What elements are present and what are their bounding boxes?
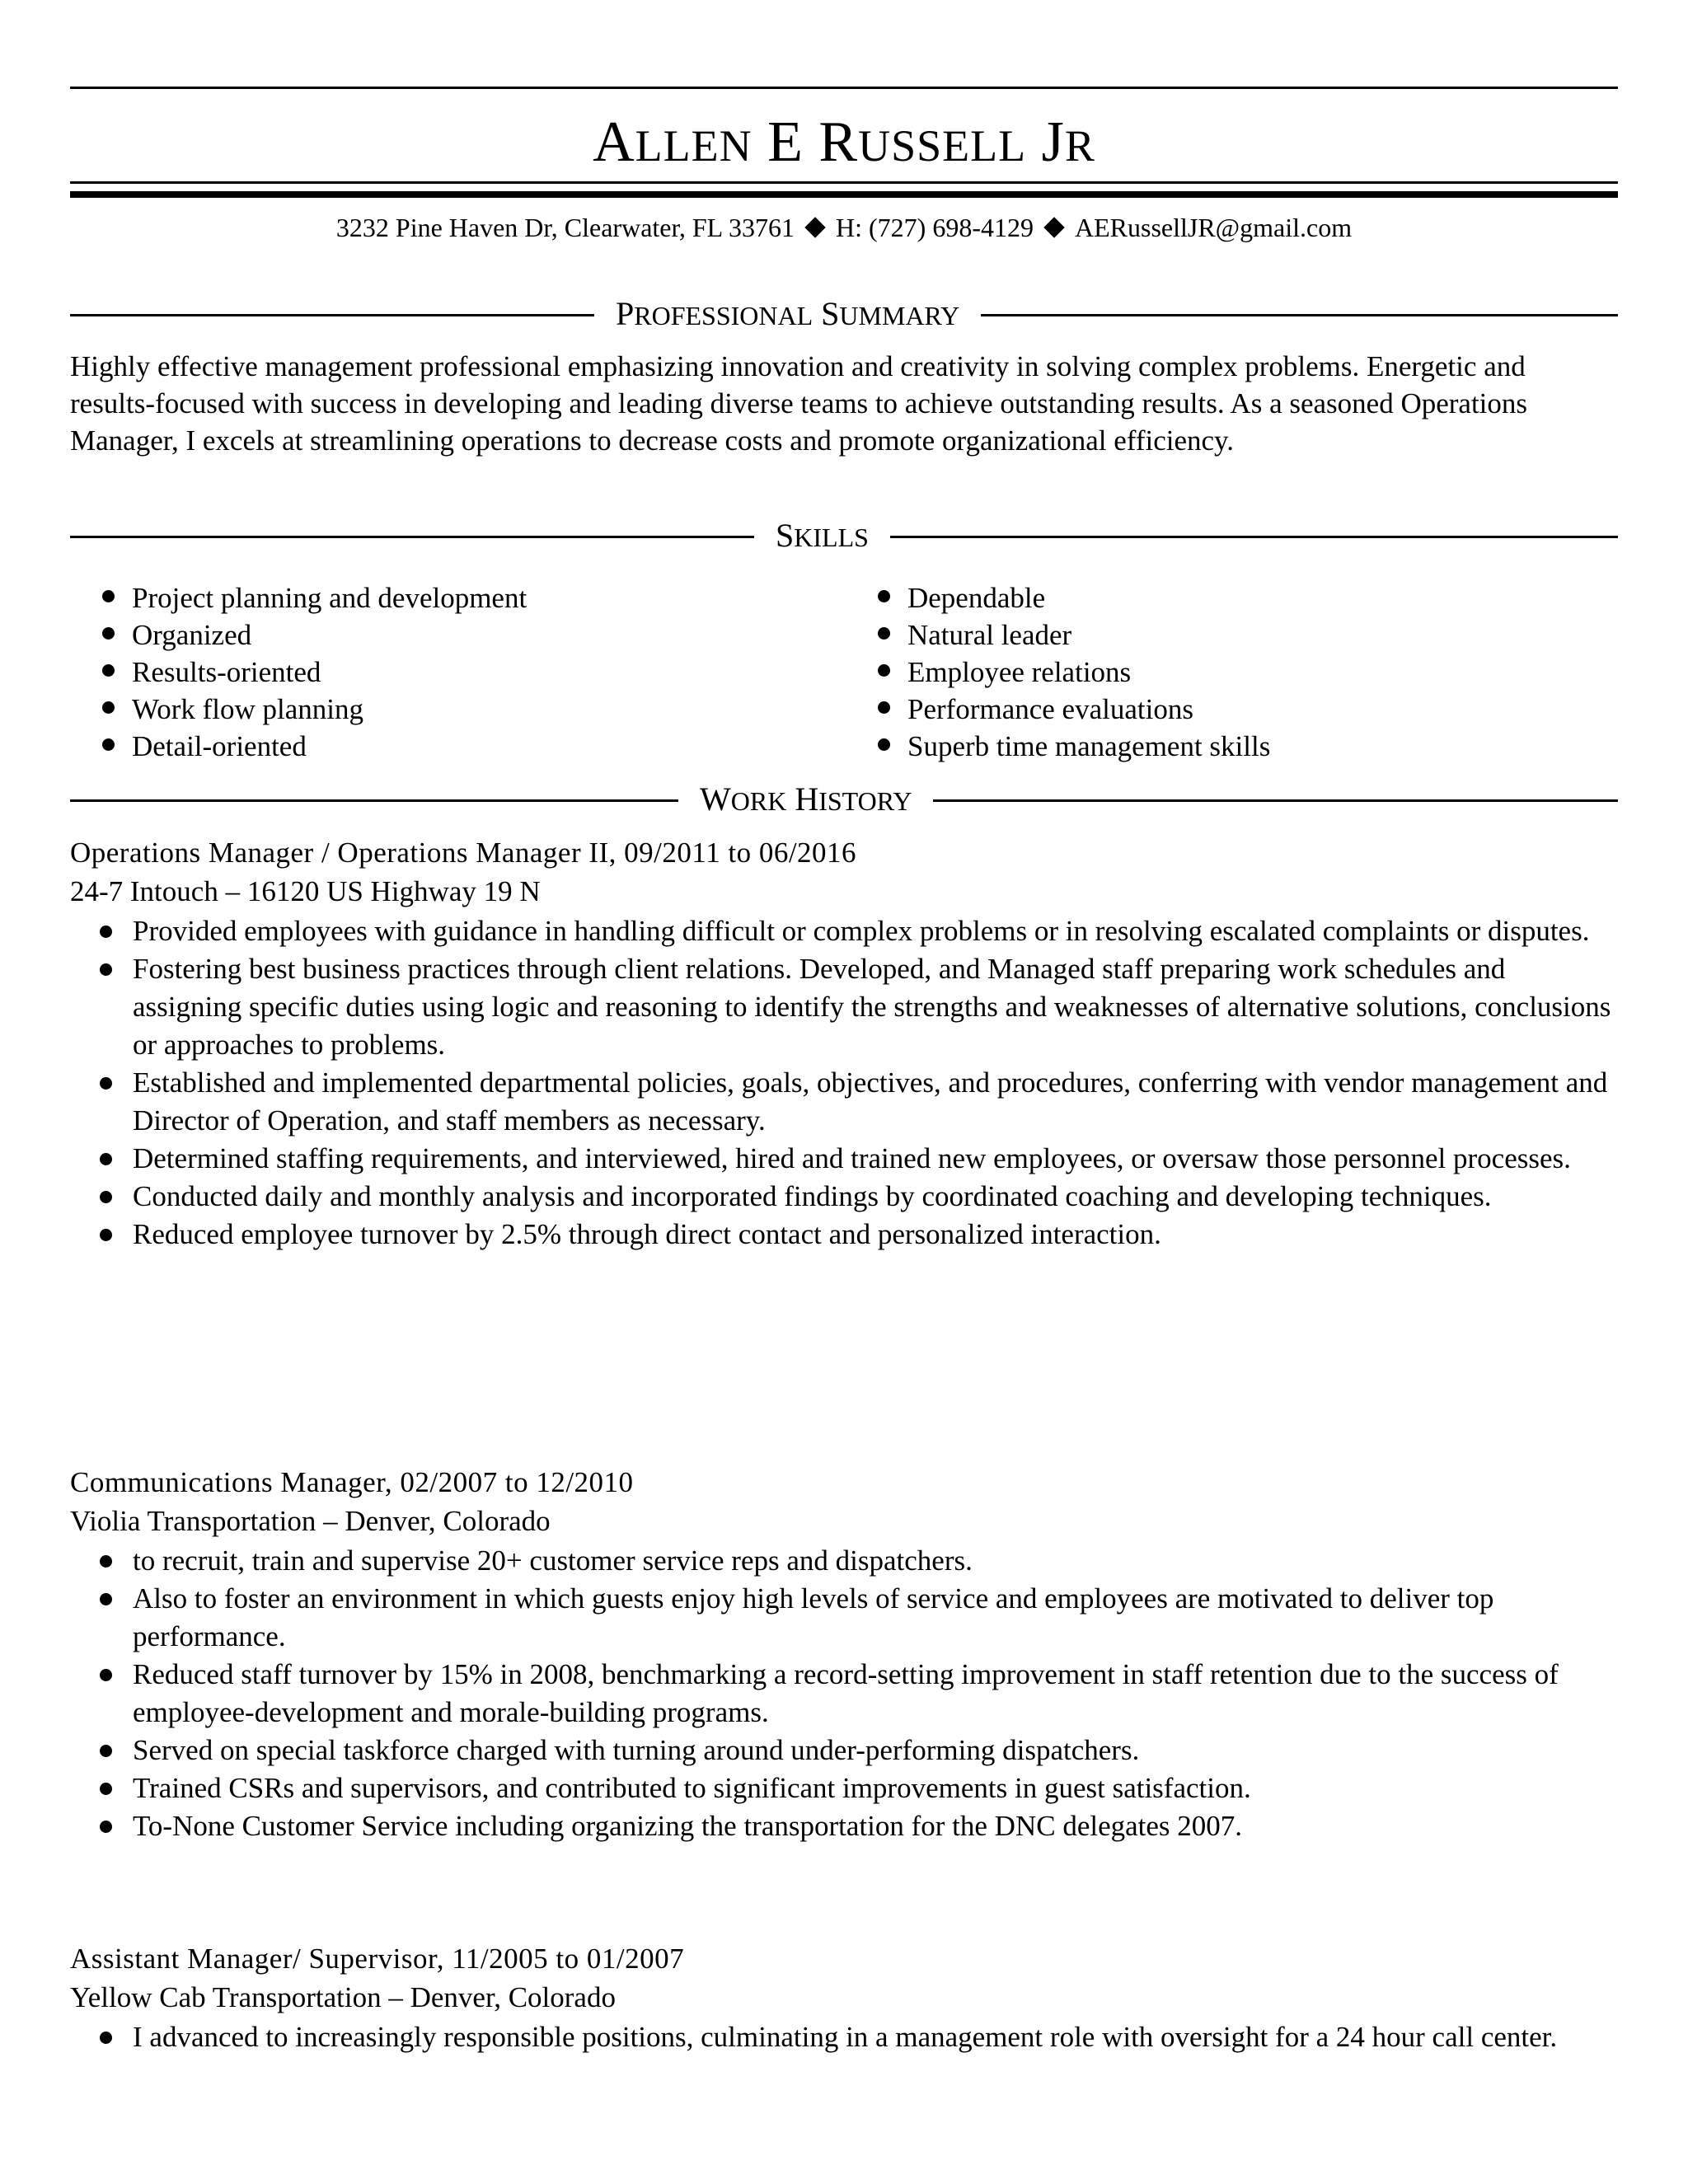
skill-item: Results-oriented: [97, 654, 527, 691]
heading-rule-right: [890, 536, 1618, 538]
address: 3232 Pine Haven Dr, Clearwater, FL 33761: [335, 213, 795, 242]
phone: H: (727) 698-4129: [836, 213, 1034, 242]
skill-item: Natural leader: [873, 616, 1270, 654]
skill-item: Work flow planning: [97, 691, 527, 728]
job-bullet: Reduced employee turnover by 2.5% through direct contact and personalized interaction.: [70, 1216, 1611, 1254]
job-bullet: I advanced to increasingly responsible positions, culminating in a management role with oversight for a 24 hour call center.: [70, 2018, 1611, 2056]
skill-item: Organized: [97, 616, 527, 654]
skills-list-left: [97, 579, 527, 765]
header-rule-thick: [70, 191, 1618, 198]
summary-text: Highly effective management professional emphasizing innovation and creativity in solving complex problems. Energetic and results-focused with success in developing and leading diverse teams to achieve outstanding results. As a seasoned Operations Manager, I excels at streamlining operations to decrease costs and promote organizational efficiency.: [70, 350, 1528, 457]
job-bullet: Fostering best business practices through client relations. Developed, and Managed staff preparing work schedules and assigning specific duties using logic and reasoning to identify the strengths and weaknesses of alternative solutions, conclusions or approaches to problems.: [70, 950, 1611, 1064]
work-history-heading-text: WORK HISTORY: [700, 780, 912, 818]
skill-item: Detail-oriented: [97, 728, 527, 765]
job-entry: [70, 1939, 1611, 2056]
job-bullet: To-None Customer Service including organizing the transportation for the DNC delegates 2007.: [70, 1807, 1611, 1845]
skill-item: Employee relations: [873, 654, 1270, 691]
skill-item: Project planning and development: [97, 579, 527, 616]
job-bullets: [70, 2018, 1611, 2056]
job-bullet: Established and implemented departmental policies, goals, objectives, and procedures, conferring with vendor management and Director of Operation, and staff members as necessary.: [70, 1064, 1611, 1140]
email: AERussellJR@gmail.com: [1074, 213, 1353, 242]
skill-item: Performance evaluations: [873, 691, 1270, 728]
job-company: Violia Transportation – Denver, Colorado: [70, 1505, 551, 1537]
job-company: Yellow Cab Transportation – Denver, Colorado: [70, 1981, 616, 2013]
diamond-separator-icon: [1043, 217, 1064, 237]
job-title: Communications Manager, 02/2007 to 12/2010: [70, 1466, 634, 1498]
skills-heading-text: SKILLS: [776, 517, 869, 554]
job-title: Assistant Manager/ Supervisor, 11/2005 to 01/2007: [70, 1943, 685, 1975]
heading-rule-left: [70, 314, 594, 316]
job-bullet: Determined staffing requirements, and interviewed, hired and trained new employees, or oversaw those personnel processes.: [70, 1140, 1611, 1178]
summary-heading-text: PROFESSIONAL SUMMARY: [616, 295, 960, 332]
candidate-name: ALLEN E RUSSELL JR: [593, 110, 1095, 174]
job-bullet: Conducted daily and monthly analysis and incorporated findings by coordinated coaching and developing techniques.: [70, 1178, 1611, 1216]
job-bullets: [70, 912, 1611, 1254]
job-title: Operations Manager / Operations Manager II, 09/2011 to 06/2016: [70, 837, 857, 869]
heading-rule-right: [933, 799, 1618, 802]
skills-list-right: [873, 579, 1270, 765]
contact-line: [0, 209, 1688, 246]
job-company: 24-7 Intouch – 16120 US Highway 19 N: [70, 875, 541, 907]
job-entry: [70, 833, 1611, 1254]
job-bullet: Also to foster an environment in which guests enjoy high levels of service and employees are motivated to deliver top performance.: [70, 1580, 1611, 1656]
job-bullet: to recruit, train and supervise 20+ customer service reps and dispatchers.: [70, 1542, 1611, 1580]
section-heading-summary: [70, 293, 1618, 336]
heading-rule-left: [70, 799, 678, 802]
diamond-separator-icon: [804, 217, 825, 237]
heading-rule-left: [70, 536, 754, 538]
section-heading-work-history: [70, 779, 1618, 822]
skill-item: Dependable: [873, 579, 1270, 616]
job-bullet: Served on special taskforce charged with turning around under-performing dispatchers.: [70, 1732, 1611, 1769]
job-bullet: Provided employees with guidance in handling difficult or complex problems or in resolving escalated complaints or disputes.: [70, 912, 1611, 950]
job-entry: [70, 1463, 1611, 1845]
job-bullet: Trained CSRs and supervisors, and contributed to significant improvements in guest satisfaction.: [70, 1769, 1611, 1807]
job-bullet: Reduced staff turnover by 15% in 2008, benchmarking a record-setting improvement in staff retention due to the success of employee-development and morale-building programs.: [70, 1656, 1611, 1732]
skill-item: Superb time management skills: [873, 728, 1270, 765]
section-heading-skills: [70, 515, 1618, 558]
header-top-rule: [70, 87, 1618, 89]
header-rule-thin: [70, 181, 1618, 184]
job-bullets: [70, 1542, 1611, 1845]
heading-rule-right: [981, 314, 1618, 316]
